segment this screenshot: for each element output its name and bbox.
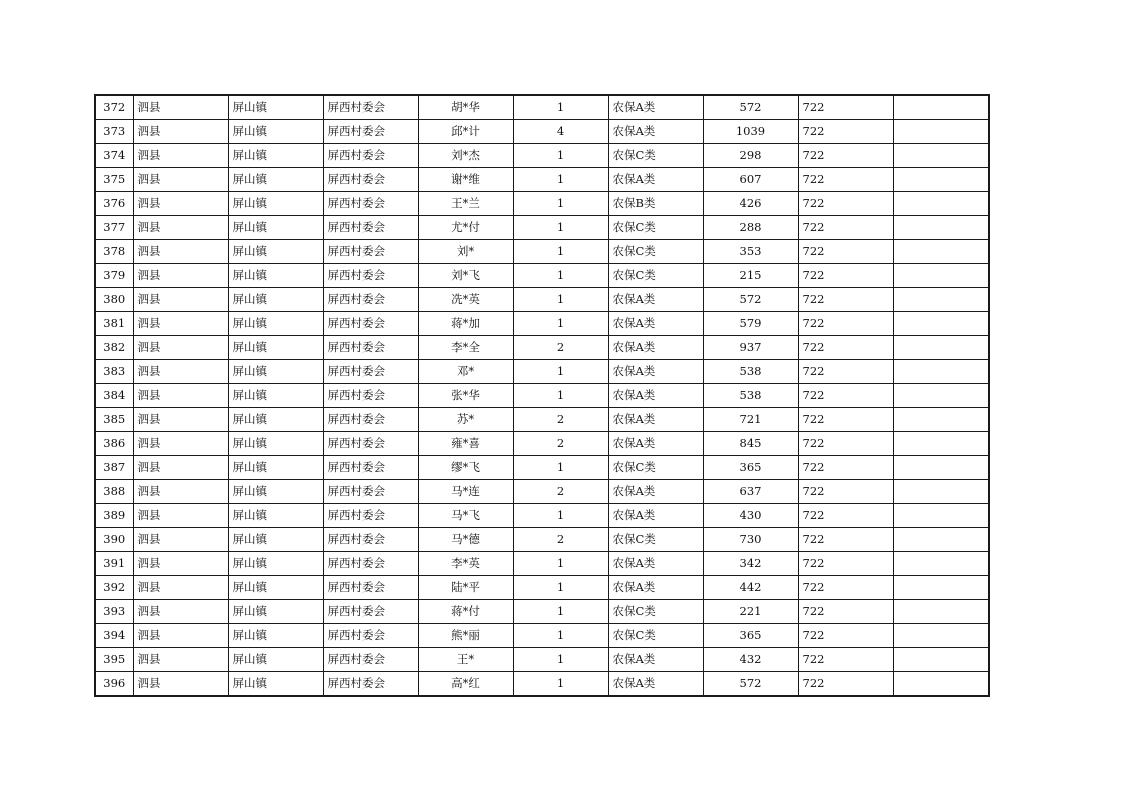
remark-cell [893,408,989,432]
amount-cell: 730 [703,528,798,552]
village-committee-cell: 屏西村委会 [323,288,418,312]
standard-cell: 722 [798,144,893,168]
village-committee-cell: 屏西村委会 [323,648,418,672]
name-cell: 蒋*加 [418,312,513,336]
amount-cell: 572 [703,672,798,697]
household-size-cell: 1 [513,552,608,576]
standard-cell: 722 [798,120,893,144]
county-cell: 泗县 [133,600,228,624]
category-cell: 农保A类 [608,384,703,408]
standard-cell: 722 [798,360,893,384]
table-row [95,552,989,576]
town-cell: 屏山镇 [228,95,323,120]
row-number-cell: 393 [95,600,133,624]
village-committee-cell: 屏西村委会 [323,168,418,192]
remark-cell [893,336,989,360]
row-number-cell: 390 [95,528,133,552]
category-cell: 农保A类 [608,336,703,360]
row-number-cell: 382 [95,336,133,360]
village-committee-cell: 屏西村委会 [323,192,418,216]
row-number-cell: 372 [95,95,133,120]
standard-cell: 722 [798,312,893,336]
standard-cell: 722 [798,336,893,360]
town-cell: 屏山镇 [228,624,323,648]
amount-cell: 579 [703,312,798,336]
remark-cell [893,288,989,312]
name-cell: 雍*喜 [418,432,513,456]
household-size-cell: 2 [513,480,608,504]
remark-cell [893,120,989,144]
county-cell: 泗县 [133,624,228,648]
village-committee-cell: 屏西村委会 [323,216,418,240]
household-size-cell: 1 [513,288,608,312]
amount-cell: 342 [703,552,798,576]
household-size-cell: 1 [513,672,608,697]
town-cell: 屏山镇 [228,288,323,312]
table-row [95,600,989,624]
household-size-cell: 2 [513,336,608,360]
standard-cell: 722 [798,576,893,600]
name-cell: 邓* [418,360,513,384]
name-cell: 蒋*付 [418,600,513,624]
name-cell: 尤*付 [418,216,513,240]
amount-cell: 607 [703,168,798,192]
household-size-cell: 2 [513,432,608,456]
name-cell: 王*兰 [418,192,513,216]
category-cell: 农保A类 [608,432,703,456]
village-committee-cell: 屏西村委会 [323,552,418,576]
town-cell: 屏山镇 [228,264,323,288]
amount-cell: 432 [703,648,798,672]
county-cell: 泗县 [133,312,228,336]
category-cell: 农保A类 [608,408,703,432]
remark-cell [893,360,989,384]
name-cell: 马*飞 [418,504,513,528]
town-cell: 屏山镇 [228,600,323,624]
name-cell: 刘*杰 [418,144,513,168]
county-cell: 泗县 [133,336,228,360]
row-number-cell: 384 [95,384,133,408]
row-number-cell: 377 [95,216,133,240]
remark-cell [893,144,989,168]
town-cell: 屏山镇 [228,240,323,264]
household-size-cell: 1 [513,360,608,384]
category-cell: 农保C类 [608,456,703,480]
row-number-cell: 373 [95,120,133,144]
amount-cell: 637 [703,480,798,504]
household-size-cell: 1 [513,216,608,240]
standard-cell: 722 [798,408,893,432]
name-cell: 谢*维 [418,168,513,192]
category-cell: 农保C类 [608,264,703,288]
village-committee-cell: 屏西村委会 [323,672,418,697]
town-cell: 屏山镇 [228,312,323,336]
name-cell: 李*全 [418,336,513,360]
county-cell: 泗县 [133,432,228,456]
row-number-cell: 396 [95,672,133,697]
amount-cell: 845 [703,432,798,456]
row-number-cell: 387 [95,456,133,480]
standard-cell: 722 [798,456,893,480]
town-cell: 屏山镇 [228,432,323,456]
category-cell: 农保A类 [608,95,703,120]
table-row [95,95,989,120]
town-cell: 屏山镇 [228,216,323,240]
village-committee-cell: 屏西村委会 [323,432,418,456]
table-row [95,216,989,240]
village-committee-cell: 屏西村委会 [323,144,418,168]
county-cell: 泗县 [133,480,228,504]
household-size-cell: 1 [513,456,608,480]
remark-cell [893,624,989,648]
amount-cell: 365 [703,624,798,648]
county-cell: 泗县 [133,95,228,120]
household-size-cell: 2 [513,408,608,432]
category-cell: 农保C类 [608,240,703,264]
county-cell: 泗县 [133,264,228,288]
table-row [95,504,989,528]
county-cell: 泗县 [133,528,228,552]
standard-cell: 722 [798,216,893,240]
household-size-cell: 4 [513,120,608,144]
village-committee-cell: 屏西村委会 [323,576,418,600]
village-committee-cell: 屏西村委会 [323,504,418,528]
remark-cell [893,672,989,697]
row-number-cell: 381 [95,312,133,336]
standard-cell: 722 [798,480,893,504]
village-committee-cell: 屏西村委会 [323,264,418,288]
remark-cell [893,216,989,240]
county-cell: 泗县 [133,672,228,697]
amount-cell: 353 [703,240,798,264]
household-size-cell: 1 [513,624,608,648]
remark-cell [893,528,989,552]
household-size-cell: 1 [513,168,608,192]
remark-cell [893,504,989,528]
amount-cell: 288 [703,216,798,240]
table-row [95,144,989,168]
records-table [94,94,990,697]
remark-cell [893,432,989,456]
name-cell: 高*红 [418,672,513,697]
village-committee-cell: 屏西村委会 [323,600,418,624]
county-cell: 泗县 [133,192,228,216]
household-size-cell: 1 [513,384,608,408]
table-row [95,408,989,432]
remark-cell [893,576,989,600]
row-number-cell: 391 [95,552,133,576]
standard-cell: 722 [798,384,893,408]
row-number-cell: 375 [95,168,133,192]
amount-cell: 1039 [703,120,798,144]
table-row [95,432,989,456]
table-row [95,456,989,480]
table-row [95,240,989,264]
row-number-cell: 394 [95,624,133,648]
table-row [95,192,989,216]
table-row [95,480,989,504]
amount-cell: 426 [703,192,798,216]
household-size-cell: 1 [513,504,608,528]
village-committee-cell: 屏西村委会 [323,480,418,504]
village-committee-cell: 屏西村委会 [323,528,418,552]
row-number-cell: 389 [95,504,133,528]
remark-cell [893,264,989,288]
row-number-cell: 385 [95,408,133,432]
county-cell: 泗县 [133,504,228,528]
category-cell: 农保A类 [608,552,703,576]
table-row [95,648,989,672]
household-size-cell: 1 [513,240,608,264]
table-row [95,168,989,192]
household-size-cell: 1 [513,264,608,288]
name-cell: 苏* [418,408,513,432]
name-cell: 李*英 [418,552,513,576]
category-cell: 农保A类 [608,504,703,528]
household-size-cell: 1 [513,144,608,168]
county-cell: 泗县 [133,552,228,576]
name-cell: 熊*丽 [418,624,513,648]
standard-cell: 722 [798,168,893,192]
county-cell: 泗县 [133,144,228,168]
county-cell: 泗县 [133,648,228,672]
category-cell: 农保A类 [608,168,703,192]
row-number-cell: 386 [95,432,133,456]
town-cell: 屏山镇 [228,168,323,192]
county-cell: 泗县 [133,384,228,408]
table-row [95,264,989,288]
row-number-cell: 395 [95,648,133,672]
remark-cell [893,95,989,120]
standard-cell: 722 [798,672,893,697]
table-row [95,360,989,384]
town-cell: 屏山镇 [228,120,323,144]
town-cell: 屏山镇 [228,384,323,408]
category-cell: 农保A类 [608,120,703,144]
category-cell: 农保A类 [608,576,703,600]
remark-cell [893,600,989,624]
row-number-cell: 379 [95,264,133,288]
town-cell: 屏山镇 [228,648,323,672]
amount-cell: 572 [703,95,798,120]
row-number-cell: 388 [95,480,133,504]
name-cell: 刘*飞 [418,264,513,288]
category-cell: 农保A类 [608,648,703,672]
village-committee-cell: 屏西村委会 [323,312,418,336]
table-row [95,336,989,360]
remark-cell [893,192,989,216]
remark-cell [893,240,989,264]
standard-cell: 722 [798,264,893,288]
county-cell: 泗县 [133,120,228,144]
amount-cell: 937 [703,336,798,360]
town-cell: 屏山镇 [228,672,323,697]
remark-cell [893,384,989,408]
household-size-cell: 2 [513,528,608,552]
category-cell: 农保C类 [608,216,703,240]
name-cell: 张*华 [418,384,513,408]
row-number-cell: 376 [95,192,133,216]
town-cell: 屏山镇 [228,360,323,384]
amount-cell: 721 [703,408,798,432]
amount-cell: 572 [703,288,798,312]
village-committee-cell: 屏西村委会 [323,384,418,408]
county-cell: 泗县 [133,360,228,384]
standard-cell: 722 [798,288,893,312]
remark-cell [893,456,989,480]
household-size-cell: 1 [513,576,608,600]
village-committee-cell: 屏西村委会 [323,336,418,360]
amount-cell: 538 [703,360,798,384]
standard-cell: 722 [798,95,893,120]
town-cell: 屏山镇 [228,192,323,216]
table-row [95,672,989,697]
amount-cell: 538 [703,384,798,408]
town-cell: 屏山镇 [228,576,323,600]
row-number-cell: 380 [95,288,133,312]
category-cell: 农保A类 [608,288,703,312]
name-cell: 胡*华 [418,95,513,120]
county-cell: 泗县 [133,408,228,432]
standard-cell: 722 [798,552,893,576]
name-cell: 王* [418,648,513,672]
household-size-cell: 1 [513,600,608,624]
county-cell: 泗县 [133,168,228,192]
table-row [95,312,989,336]
amount-cell: 215 [703,264,798,288]
village-committee-cell: 屏西村委会 [323,624,418,648]
records-table-body [95,95,989,696]
household-size-cell: 1 [513,312,608,336]
amount-cell: 298 [703,144,798,168]
village-committee-cell: 屏西村委会 [323,120,418,144]
county-cell: 泗县 [133,576,228,600]
table-row [95,120,989,144]
name-cell: 马*连 [418,480,513,504]
town-cell: 屏山镇 [228,336,323,360]
name-cell: 冼*英 [418,288,513,312]
village-committee-cell: 屏西村委会 [323,456,418,480]
standard-cell: 722 [798,648,893,672]
town-cell: 屏山镇 [228,144,323,168]
remark-cell [893,648,989,672]
standard-cell: 722 [798,504,893,528]
town-cell: 屏山镇 [228,408,323,432]
standard-cell: 722 [798,624,893,648]
standard-cell: 722 [798,432,893,456]
village-committee-cell: 屏西村委会 [323,408,418,432]
name-cell: 刘* [418,240,513,264]
standard-cell: 722 [798,192,893,216]
remark-cell [893,480,989,504]
name-cell: 缪*飞 [418,456,513,480]
name-cell: 马*德 [418,528,513,552]
town-cell: 屏山镇 [228,528,323,552]
household-size-cell: 1 [513,192,608,216]
town-cell: 屏山镇 [228,504,323,528]
table-row [95,384,989,408]
town-cell: 屏山镇 [228,552,323,576]
row-number-cell: 378 [95,240,133,264]
row-number-cell: 374 [95,144,133,168]
county-cell: 泗县 [133,240,228,264]
category-cell: 农保A类 [608,312,703,336]
remark-cell [893,552,989,576]
county-cell: 泗县 [133,288,228,312]
town-cell: 屏山镇 [228,456,323,480]
category-cell: 农保C类 [608,528,703,552]
remark-cell [893,168,989,192]
row-number-cell: 392 [95,576,133,600]
table-row [95,528,989,552]
category-cell: 农保A类 [608,672,703,697]
table-row [95,288,989,312]
category-cell: 农保A类 [608,480,703,504]
remark-cell [893,312,989,336]
village-committee-cell: 屏西村委会 [323,360,418,384]
table-row [95,576,989,600]
category-cell: 农保C类 [608,144,703,168]
village-committee-cell: 屏西村委会 [323,240,418,264]
category-cell: 农保C类 [608,624,703,648]
county-cell: 泗县 [133,216,228,240]
standard-cell: 722 [798,528,893,552]
standard-cell: 722 [798,240,893,264]
name-cell: 邱*计 [418,120,513,144]
county-cell: 泗县 [133,456,228,480]
category-cell: 农保B类 [608,192,703,216]
standard-cell: 722 [798,600,893,624]
name-cell: 陆*平 [418,576,513,600]
amount-cell: 430 [703,504,798,528]
category-cell: 农保C类 [608,600,703,624]
amount-cell: 221 [703,600,798,624]
row-number-cell: 383 [95,360,133,384]
amount-cell: 365 [703,456,798,480]
table-row [95,624,989,648]
town-cell: 屏山镇 [228,480,323,504]
household-size-cell: 1 [513,648,608,672]
amount-cell: 442 [703,576,798,600]
category-cell: 农保A类 [608,360,703,384]
village-committee-cell: 屏西村委会 [323,95,418,120]
household-size-cell: 1 [513,95,608,120]
